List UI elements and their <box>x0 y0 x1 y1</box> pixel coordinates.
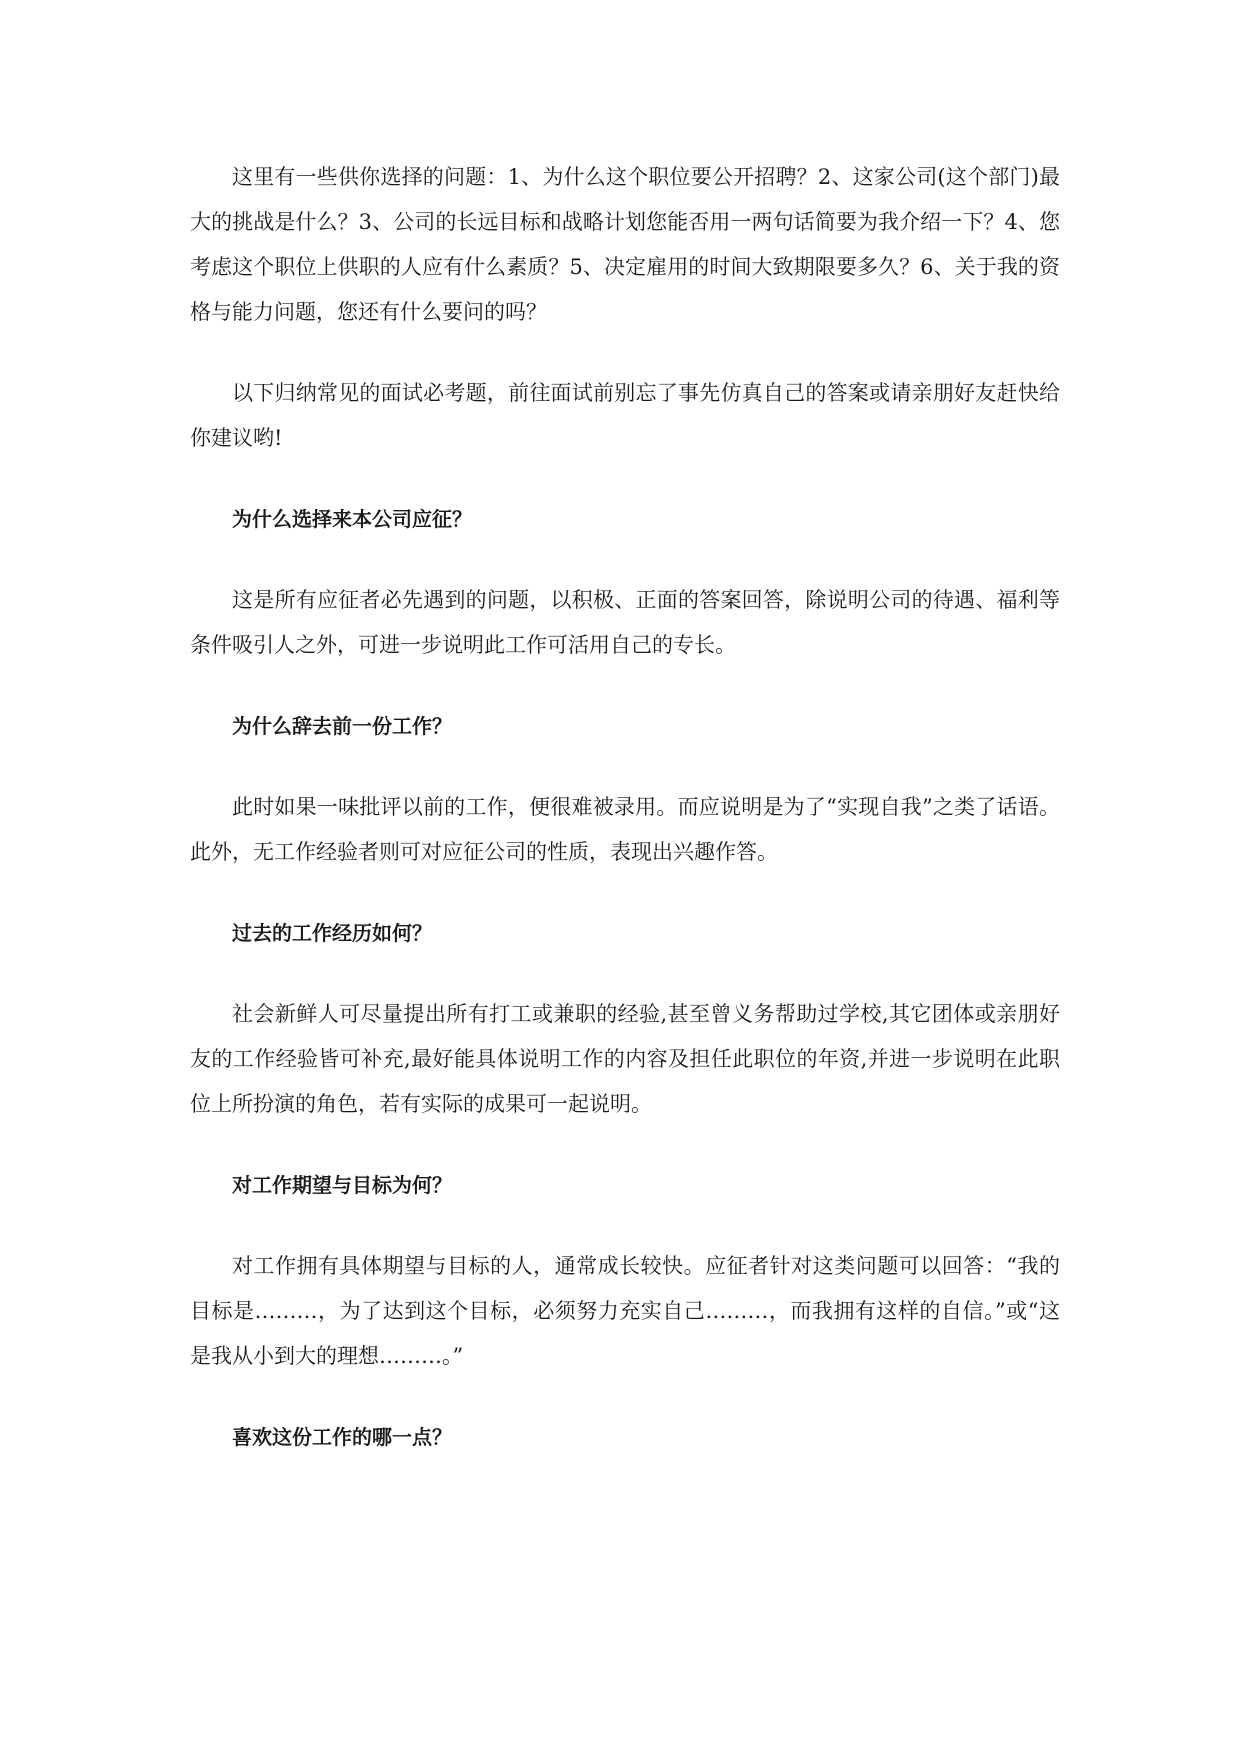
section-heading: 过去的工作经历如何？ <box>232 921 432 945</box>
section-heading: 对工作期望与目标为何？ <box>232 1173 452 1197</box>
section-body: 此时如果一味批评以前的工作，便很难被录用。而应说明是为了“实现自我”之类了话语。此外，无工作经验者则可对应征公司的性质，表现出兴趣作答。 <box>190 795 1060 864</box>
document-body <box>190 155 1060 1496</box>
section-heading: 为什么辞去前一份工作？ <box>232 714 452 738</box>
intro-summary-paragraph: 以下归纳常见的面试必考题，前往面试前别忘了事先仿真自己的答案或请亲朋好友赶快给你建议哟! <box>190 381 1060 450</box>
intro-questions-paragraph: 这里有一些供你选择的问题：1、为什么这个职位要公开招聘？2、这家公司(这个部门)最大的挑战是什么？3、公司的长远目标和战略计划您能否用一两句话简要为我介绍一下？4、您考虑这个职位上供职的人应有什么素质？5、决定雇用的时间大致期限要多久？6、关于我的资格与能力问题，您还有什么要问的吗？ <box>190 165 1060 324</box>
section-heading: 为什么选择来本公司应征？ <box>232 507 472 531</box>
section-heading: 喜欢这份工作的哪一点？ <box>232 1425 452 1449</box>
section-body: 对工作拥有具体期望与目标的人，通常成长较快。应征者针对这类问题可以回答：“我的目标是………，为了达到这个目标，必须努力充实自己………，而我拥有这样的自信。”或“这是我从小到大的理想………。” <box>190 1254 1060 1368</box>
section-body: 这是所有应征者必先遇到的问题，以积极、正面的答案回答，除说明公司的待遇、福利等条件吸引人之外，可进一步说明此工作可活用自己的专长。 <box>190 588 1060 657</box>
section-body: 社会新鲜人可尽量提出所有打工或兼职的经验,甚至曾义务帮助过学校,其它团体或亲朋好友的工作经验皆可补充,最好能具体说明工作的内容及担任此职位的年资,并进一步说明在此职位上所扮演的角色，若有实际的成果可一起说明。 <box>190 1002 1060 1116</box>
